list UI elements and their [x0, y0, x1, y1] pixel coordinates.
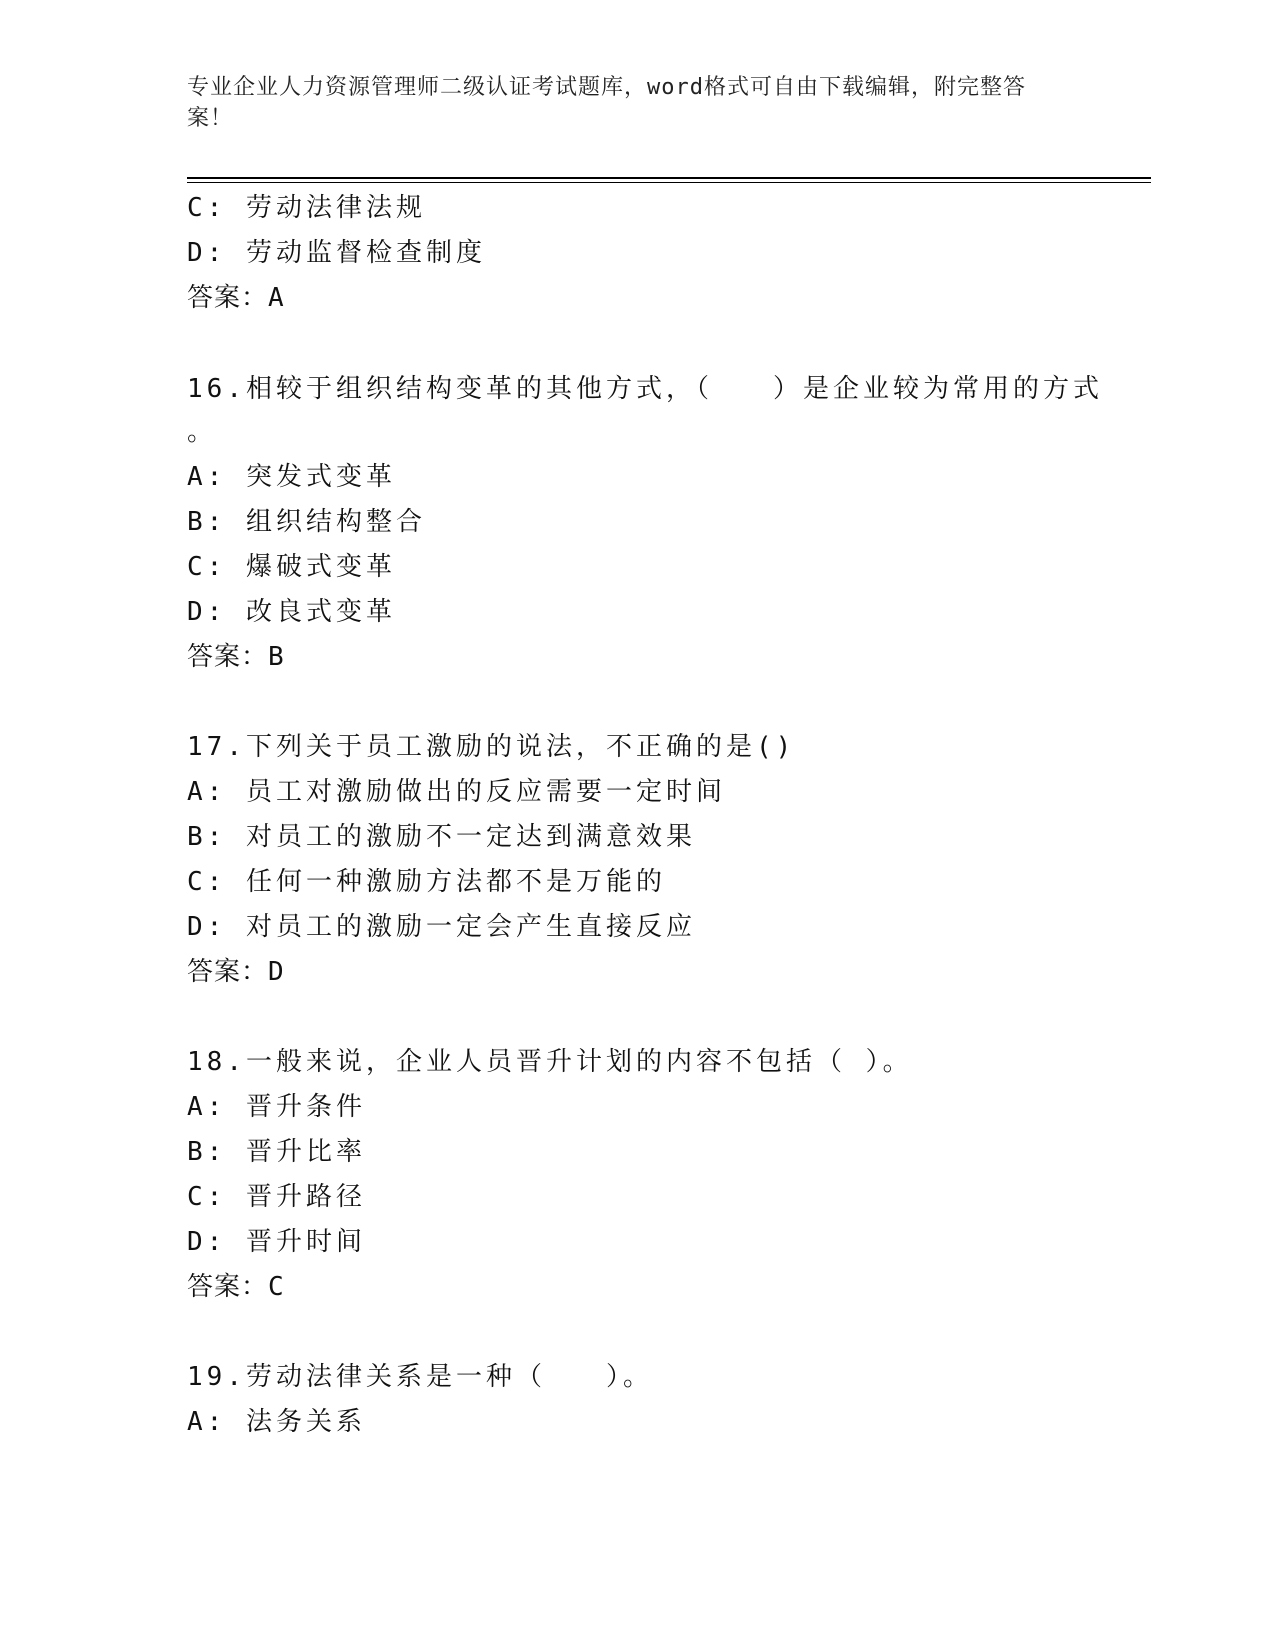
question-18-option-a: A: 晋升条件 [187, 1092, 366, 1122]
question-17-option-d: D: 对员工的激励一定会产生直接反应 [187, 912, 696, 942]
option-prev-d: D: 劳动监督检查制度 [187, 238, 486, 268]
question-16-option-c: C: 爆破式变革 [187, 552, 396, 582]
question-17-answer: 答案：D [187, 957, 285, 987]
question-19-stem: 19.劳动法律关系是一种（ ）。 [187, 1362, 653, 1392]
question-18-option-b: B: 晋升比率 [187, 1137, 366, 1167]
question-16-option-b: B: 组织结构整合 [187, 507, 426, 537]
question-16-option-d: D: 改良式变革 [187, 597, 396, 627]
question-18-option-d: D: 晋升时间 [187, 1227, 366, 1257]
question-16-stem-continued: 。 [187, 417, 218, 447]
question-17-stem: 17.下列关于员工激励的说法，不正确的是() [187, 732, 796, 762]
question-18-answer: 答案：C [187, 1272, 285, 1302]
header-divider-thick [187, 177, 1151, 179]
question-19-option-a: A: 法务关系 [187, 1407, 366, 1437]
question-16-option-a: A: 突发式变革 [187, 462, 396, 492]
question-16-stem: 16.相较于组织结构变革的其他方式，（ ）是企业较为常用的方式 [187, 374, 1103, 404]
header-divider-thin [187, 182, 1151, 183]
question-18-stem: 18.一般来说，企业人员晋升计划的内容不包括（ ）。 [187, 1047, 913, 1077]
question-18-option-c: C: 晋升路径 [187, 1182, 366, 1212]
option-prev-c: C: 劳动法律法规 [187, 193, 426, 223]
document-header: 专业企业人力资源管理师二级认证考试题库，word格式可自由下载编辑，附完整答案！ [187, 75, 1026, 131]
question-17-option-a: A: 员工对激励做出的反应需要一定时间 [187, 777, 726, 807]
question-16-answer: 答案：B [187, 642, 285, 672]
question-17-option-b: B: 对员工的激励不一定达到满意效果 [187, 822, 696, 852]
question-17-option-c: C: 任何一种激励方法都不是万能的 [187, 867, 666, 897]
answer-prev: 答案：A [187, 283, 285, 313]
